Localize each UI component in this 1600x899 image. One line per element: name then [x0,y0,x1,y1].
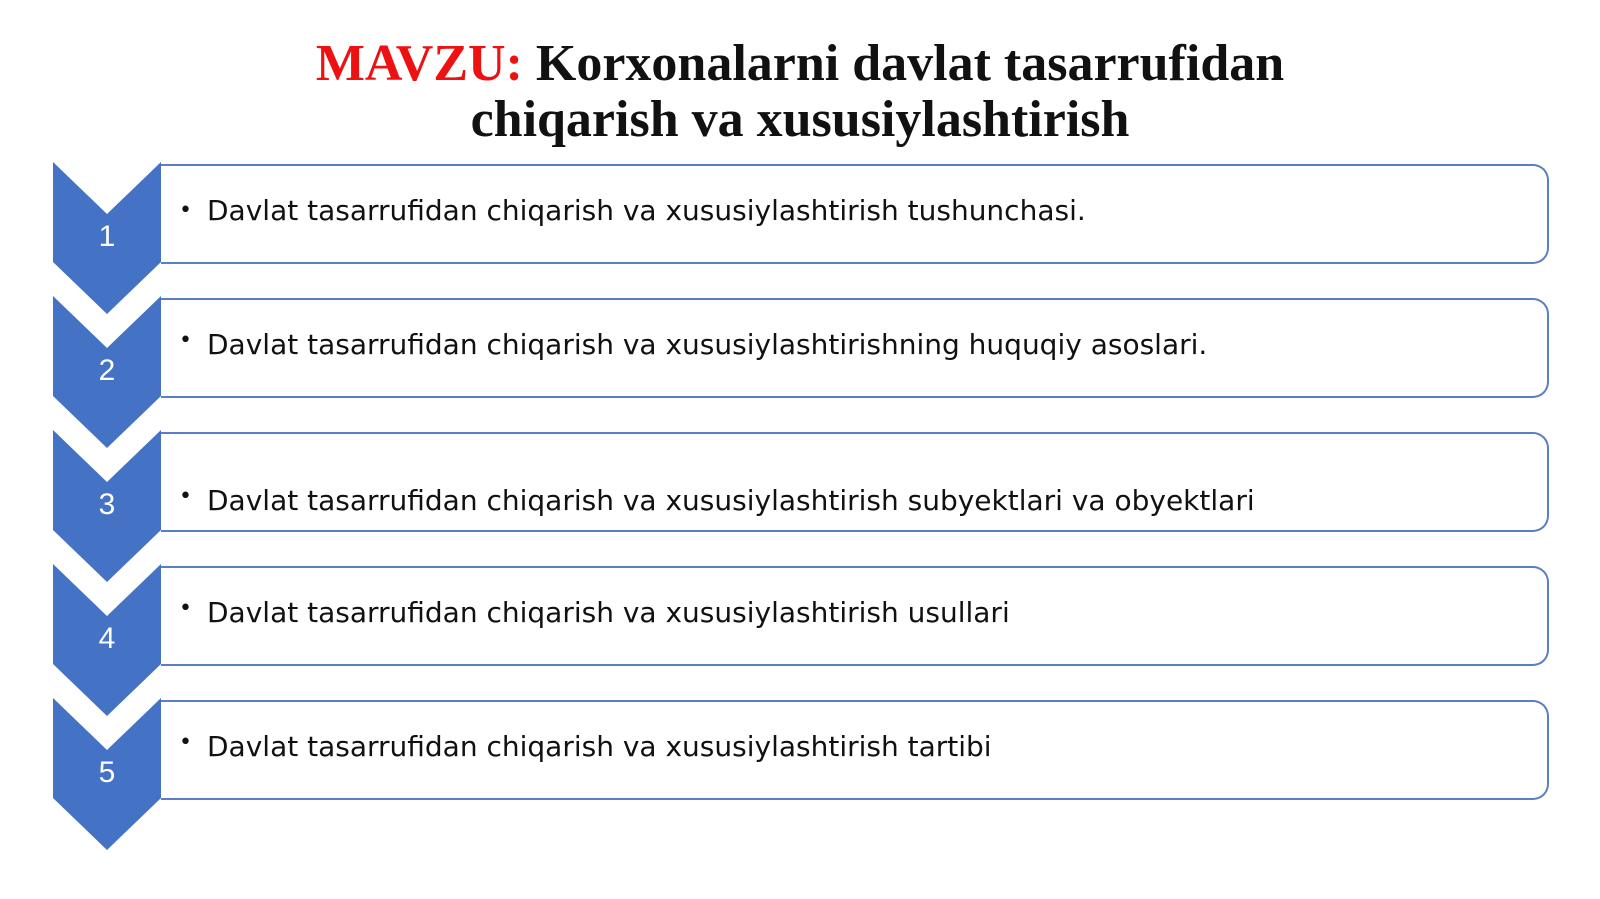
step-text-2: Davlat tasarrufidan chiqarish va xususiylashtirishning huquqiy asoslari. [207,328,1208,361]
step-box-5 [161,700,1549,800]
bullet-icon: • [179,328,192,353]
title-text-1: Korxonalarni davlat tasarrufidan [535,35,1285,92]
title-label: MAVZU: [315,35,523,92]
step-number-5: 5 [98,756,116,789]
step-box-4 [161,566,1549,666]
step-box-1 [161,164,1549,264]
step-box-2 [161,298,1549,398]
step-text-4: Davlat tasarrufidan chiqarish va xususiylashtirish usullari [207,596,1010,629]
step-number-3: 3 [98,488,116,521]
bullet-icon: • [179,484,192,509]
title-line-2: chiqarish va xususiylashtirish [470,91,1130,148]
title-line-1 [0,36,1600,92]
bullet-icon: • [179,730,192,755]
step-box-3 [161,432,1549,532]
page-title [0,36,1600,148]
step-text-5: Davlat tasarrufidan chiqarish va xususiylashtirish tartibi [207,730,992,763]
bullet-icon: • [179,596,192,621]
step-text-1: Davlat tasarrufidan chiqarish va xususiylashtirish tushunchasi. [207,194,1086,227]
bullet-icon: • [179,198,192,223]
step-5 [0,698,1600,858]
step-number-1: 1 [98,220,116,253]
step-number-4: 4 [98,622,116,655]
step-number-2: 2 [98,354,116,387]
step-text-3: Davlat tasarrufidan chiqarish va xususiylashtirish subyektlari va obyektlari [207,484,1255,517]
